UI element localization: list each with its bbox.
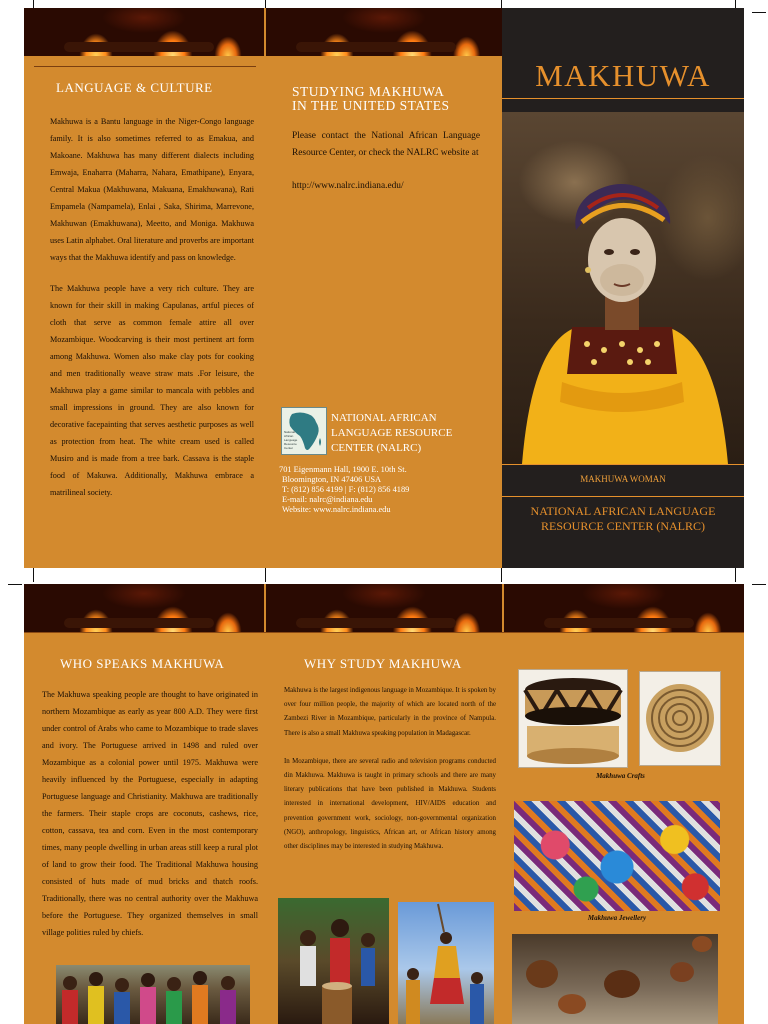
why-study-paragraph-1: Makhuwa is the largest indigenous language in Mozambique. It is spoken by over four million people, the majority of which are located north of the Zambezi River in Mozambique, particularly in the province of Nampula. There is also a small Makhuwa speaking population in Madagascar. xyxy=(284,687,496,737)
jewellery-caption: Makhuwa Jewellery xyxy=(587,914,647,922)
panel-divider xyxy=(24,632,744,633)
nalrc-website-link[interactable]: http://www.nalrc.indiana.edu/ xyxy=(292,181,404,191)
crafts-photo-drums xyxy=(518,669,628,768)
nalrc-name-line2: LANGUAGE RESOURCE xyxy=(331,427,453,439)
language-paragraph: Makhuwa is a Bantu language in the Niger-Congo language family. It is also sometimes referred to as Emakua, and Makoane. Makhuwa has many different dialects including Emwaja, Enaharra (Maharra, Nahara, Emathipane), Enyara, Central Makua (Makhuwana, Makuana, Emakhuwana), Rati Empamela (Nampamela), Enlai , Saka, Shirima, Marrevone, Makhuwan (Emakhuwana), Meetto, and Moniga. Makhuwa uses Latin alphabet. Oral literature and proverbs are important ways that the Makhuwa identify and pass on knowledge. xyxy=(50,117,254,262)
pottery-photo xyxy=(512,934,718,1024)
brochure-outside xyxy=(24,8,744,568)
language-culture-text xyxy=(50,113,254,515)
dancer-illustration xyxy=(398,902,494,1024)
crop-mark xyxy=(33,568,34,582)
cover-title: MAKHUWA xyxy=(535,58,711,93)
nalrc-logo-text: National African Language Resource Center xyxy=(284,430,298,450)
pottery-illustration xyxy=(512,934,718,1024)
studying-text: Please contact the National African Language Resource Center, or check the NALRC website at xyxy=(292,131,480,158)
crafts-photo-basket xyxy=(639,671,721,766)
culture-paragraph: The Makhuwa people have a very rich culture. They are known for their skill in making Capulanas, artful pieces of cloth that serve as common female attire all over Mozambique. Woodcarving is their most pertinent art form among Makhuwa. Women also make clay pots for cooking and men traditionally weave straw mats .For leisure, the Makhuwa play a game similar to mancala with pebbles and small impressions in ground. They are also known for decorative facepainting that serves aesthetic purposes as well as protection from heat. The white cream used is called Musiro and is made from a tree bark. Cassava is the staple food of Makuwa. Additionally, Makhuwa embrace a matrilineal society. xyxy=(50,284,254,497)
jewellery-photo xyxy=(514,801,720,911)
why-study-heading: WHY STUDY MAKHUWA xyxy=(304,656,462,671)
who-speaks-text: The Makhuwa speaking people are thought to have originated in northern Mozambique as early as year 800 A.D. They were first under control of Arabs who came to Mozambique to trade slaves and ivory. The Portuguese arrived in 1498 and ruled over Mozambique as a colonial power until 1975. Makhuwa were heavily influenced by the Portuguese, especially in adapting Portuguese language and Christianity. Makhuwa are traditionally the farmers. Their staple crops are coconuts, cashews, rice, cotton, cassava, tea and corn. Even in the most contemporary times, many people dwelling in urban areas still keep a rural plot of land to grow their food. The Traditional Makhuwa housing consisted of huts made of mud bricks and thatch roofs. Traditionally, there was no central authority over the Makhuwa before the Portuguese. They organized themselves in small village polities ruled by chiefs. xyxy=(42,690,258,937)
nalrc-contact xyxy=(279,465,409,515)
panel-divider xyxy=(34,66,256,67)
studying-heading-line2: IN THE UNITED STATES xyxy=(292,98,450,113)
language-culture-heading: LANGUAGE & CULTURE xyxy=(56,80,213,95)
crop-mark xyxy=(735,568,736,582)
nalrc-email[interactable]: E-mail: nalrc@indiana.edu xyxy=(282,495,373,504)
fire-banner-image xyxy=(266,584,502,632)
why-study-paragraph-2: In Mozambique, there are several radio and television programs conducted din Makhuwa. Makhuwa is taught in primary schools and there are many literary publications that have been published in Makhuwa. Students interested in international development, HIV/AIDS education and prevention government work, sociology, non-governmental organization (NGO), anthropology, linguistics, African art, or African history among other disciplines may be interested in studying Makhuwa. xyxy=(284,757,496,851)
brochure-inside xyxy=(24,584,744,1024)
woven-basket-illustration xyxy=(640,672,720,765)
crowd-photo xyxy=(56,965,250,1024)
crafts-caption: Makhuwa Crafts xyxy=(596,772,645,780)
crop-mark xyxy=(8,584,22,585)
why-study-text xyxy=(284,684,496,868)
fire-banner-image xyxy=(266,8,502,56)
cover-footer-line1: NATIONAL AFRICAN LANGUAGE xyxy=(530,504,716,518)
nalrc-website[interactable]: Website: www.nalrc.indiana.edu xyxy=(282,505,391,514)
crop-mark xyxy=(265,568,266,582)
crop-mark xyxy=(752,584,766,585)
woman-illustration xyxy=(502,112,744,464)
fire-banner-image xyxy=(24,584,264,632)
crowd-illustration xyxy=(56,965,250,1024)
nalrc-name-line1: NATIONAL AFRICAN xyxy=(331,412,437,424)
studying-heading-line1: STUDYING MAKHUWA xyxy=(292,84,445,99)
caption-divider xyxy=(502,496,744,497)
cover-panel xyxy=(502,8,744,568)
photo-caption: MAKHUWA WOMAN xyxy=(580,474,666,484)
drummers-photo xyxy=(278,898,389,1024)
crop-mark xyxy=(501,568,502,582)
nalrc-address-line1: 701 Eigenmann Hall, 1900 E. 10th St. xyxy=(279,465,407,474)
nalrc-name-line3: CENTER (NALRC) xyxy=(331,442,422,454)
nalrc-address-line2: Bloomington, IN 47406 USA xyxy=(282,475,382,484)
dancer-photo xyxy=(398,902,494,1024)
cover-footer-line2: RESOURCE CENTER (NALRC) xyxy=(540,519,705,533)
drummers-illustration xyxy=(278,898,389,1024)
basket-drums-illustration xyxy=(519,670,627,767)
fire-banner-image xyxy=(24,8,264,56)
fire-banner-image xyxy=(504,584,744,632)
makhuwa-woman-photo xyxy=(502,112,744,464)
title-underline xyxy=(502,98,744,99)
nalrc-phone: T: (812) 856 4199 | F: (812) 856 4189 xyxy=(282,485,410,494)
who-speaks-heading: WHO SPEAKS MAKHUWA xyxy=(60,656,225,671)
nalrc-logo xyxy=(281,407,327,455)
photo-caption-rule xyxy=(502,464,744,465)
crop-mark xyxy=(752,12,766,13)
